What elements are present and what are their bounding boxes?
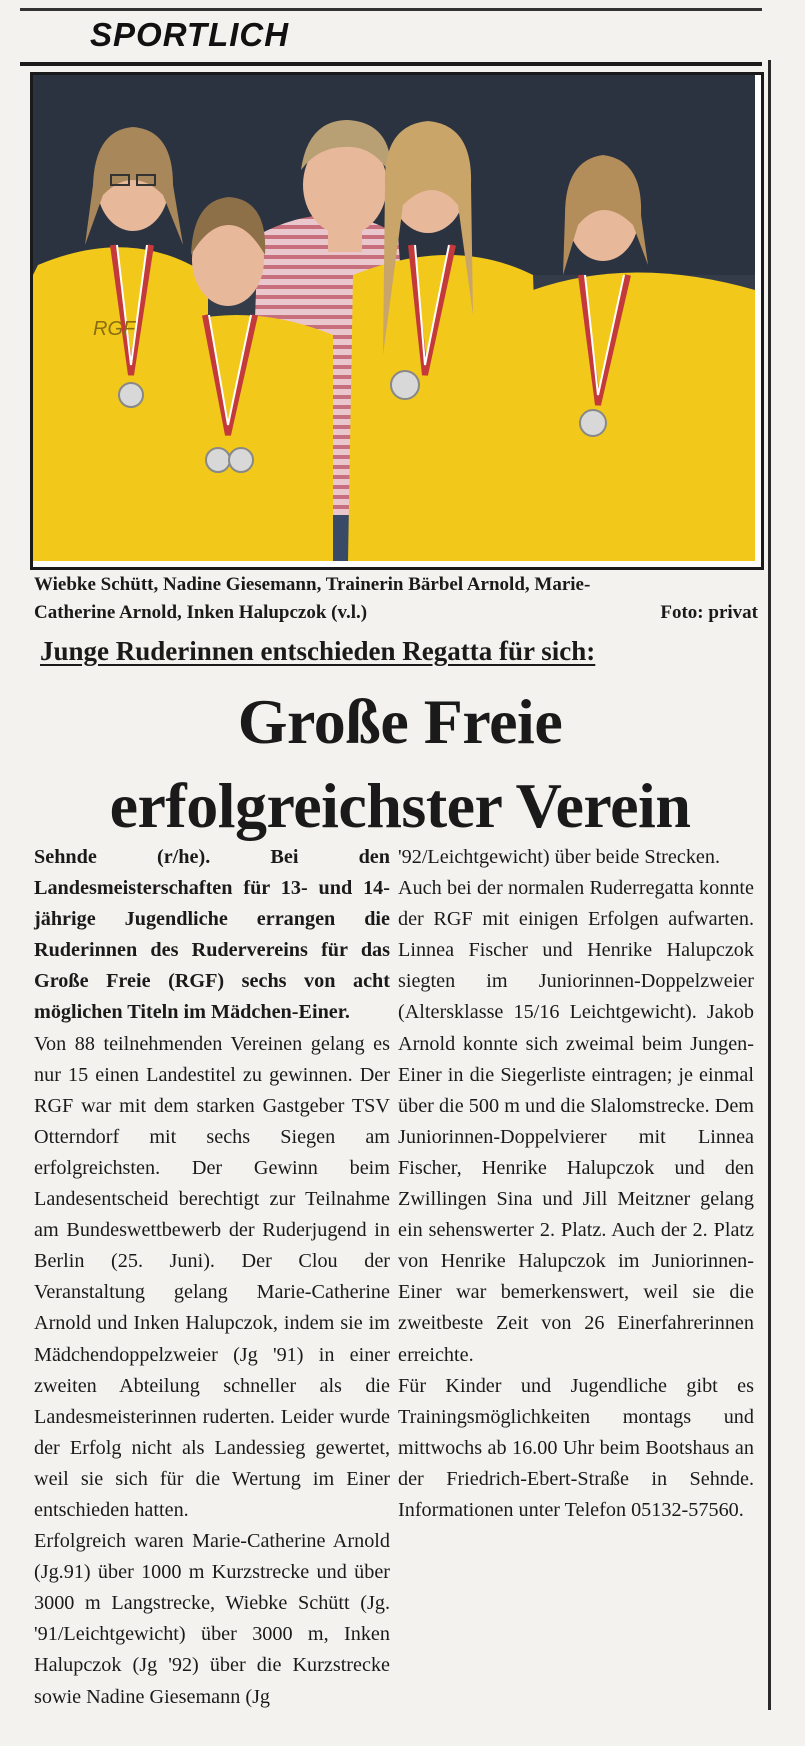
headline-line-2: erfolgreichster Verein (109, 770, 691, 841)
caption-line-2 (34, 599, 758, 627)
article-headline (20, 680, 780, 848)
shirt-logo: RGF (93, 318, 136, 340)
article-column-left (34, 842, 390, 1713)
top-rule (20, 8, 762, 11)
article-paragraph-2-continued: '92/Leichtgewicht) über beide Strecken. (398, 846, 721, 868)
article-paragraph-1: Von 88 teilnehmenden Vereinen gelang es nur 15 einen Landestitel zu gewinnen. Der RGF war mit dem starken Gastgeber TSV Otterndorf mit sechs Siegen am erfolgreichsten. Der Gewinn beim Landesentscheid berechtigt zur Teilnahme am Bundeswettbewerb der Ruderjugend in Berlin (25. Juni). Der Clou der Veranstaltung gelang Marie-Catherine Arnold und Inken Halupczok, indem sie im Mädchendoppelzweier (Jg '91) in einer zweiten Abteilung schneller als die Landesmeisterinnen ruderten. Leider wurde der Erfolg nicht als Landessieg gewertet, weil sie sich für die Wertung im Einer entschieden hatten. (34, 1032, 390, 1521)
caption-names: Catherine Arnold, Inken Halupczok (v.l.) (34, 602, 368, 623)
column-edge-rule (768, 60, 771, 1710)
article-kicker: Junge Ruderinnen entschieden Regatta für sich: (40, 636, 596, 666)
article-lead: Sehnde (r/he). Bei den Landesmeisterschaften für 13- und 14-jährige Jugendliche errangen die Ruderinnen des Rudervereins für das Große Freie (RGF) sechs von acht möglichen Titeln im Mädchen-Einer. (34, 846, 390, 1024)
team-photo (30, 72, 764, 570)
article-paragraph-4: Für Kinder und Jugendliche gibt es Trainingsmöglichkeiten montags und mittwochs ab 16.00 Uhr beim Bootshaus an der Friedrich-Ebert-Straße in Sehnde. Informationen unter Telefon 05132-57560. (398, 1374, 754, 1521)
photo-credit: Foto: privat (660, 602, 758, 623)
photo-caption (34, 571, 758, 627)
article-column-right (398, 842, 754, 1526)
rubric-rule (20, 62, 762, 66)
caption-line-1: Wiebke Schütt, Nadine Giesemann, Trainerin Bärbel Arnold, Marie- (34, 574, 591, 595)
article-paragraph-2: Erfolgreich waren Marie-Catherine Arnold (Jg.91) über 1000 m Kurzstrecke und über 3000 m Langstrecke, Wiebke Schütt (Jg. '91/Leichtgewicht) über 3000 m, Inken Halupczok (Jg '92) über die Kurzstrecke sowie Nadine Giesemann (Jg (34, 1530, 390, 1708)
headline-line-1: Große Freie (237, 686, 563, 757)
article-paragraph-3: Auch bei der normalen Ruderregatta konnte der RGF mit einigen Erfolgen aufwarten. Linnea Fischer und Henrike Halupczok siegten im Juniorinnen-Doppelzweier (Altersklasse 15/16 Leichtgewicht). Jakob Arnold konnte sich zweimal beim Jungen-Einer in die Siegerliste eintragen; je einmal über die 500 m und die Slalomstrecke. Dem Juniorinnen-Doppelvierer mit Linnea Fischer, Henrike Halupczok und den Zwillingen Sina und Jill Meitzner gelang ein sehenswerter 2. Platz. Auch der 2. Platz von Henrike Halupczok im Juniorinnen-Einer war bemerkenswert, weil sie die zweitbeste Zeit von 26 Einerfahrerinnen erreichte. (398, 877, 754, 1366)
section-rubric: SPORTLICH (90, 16, 290, 53)
team-photo-illustration (33, 75, 755, 561)
